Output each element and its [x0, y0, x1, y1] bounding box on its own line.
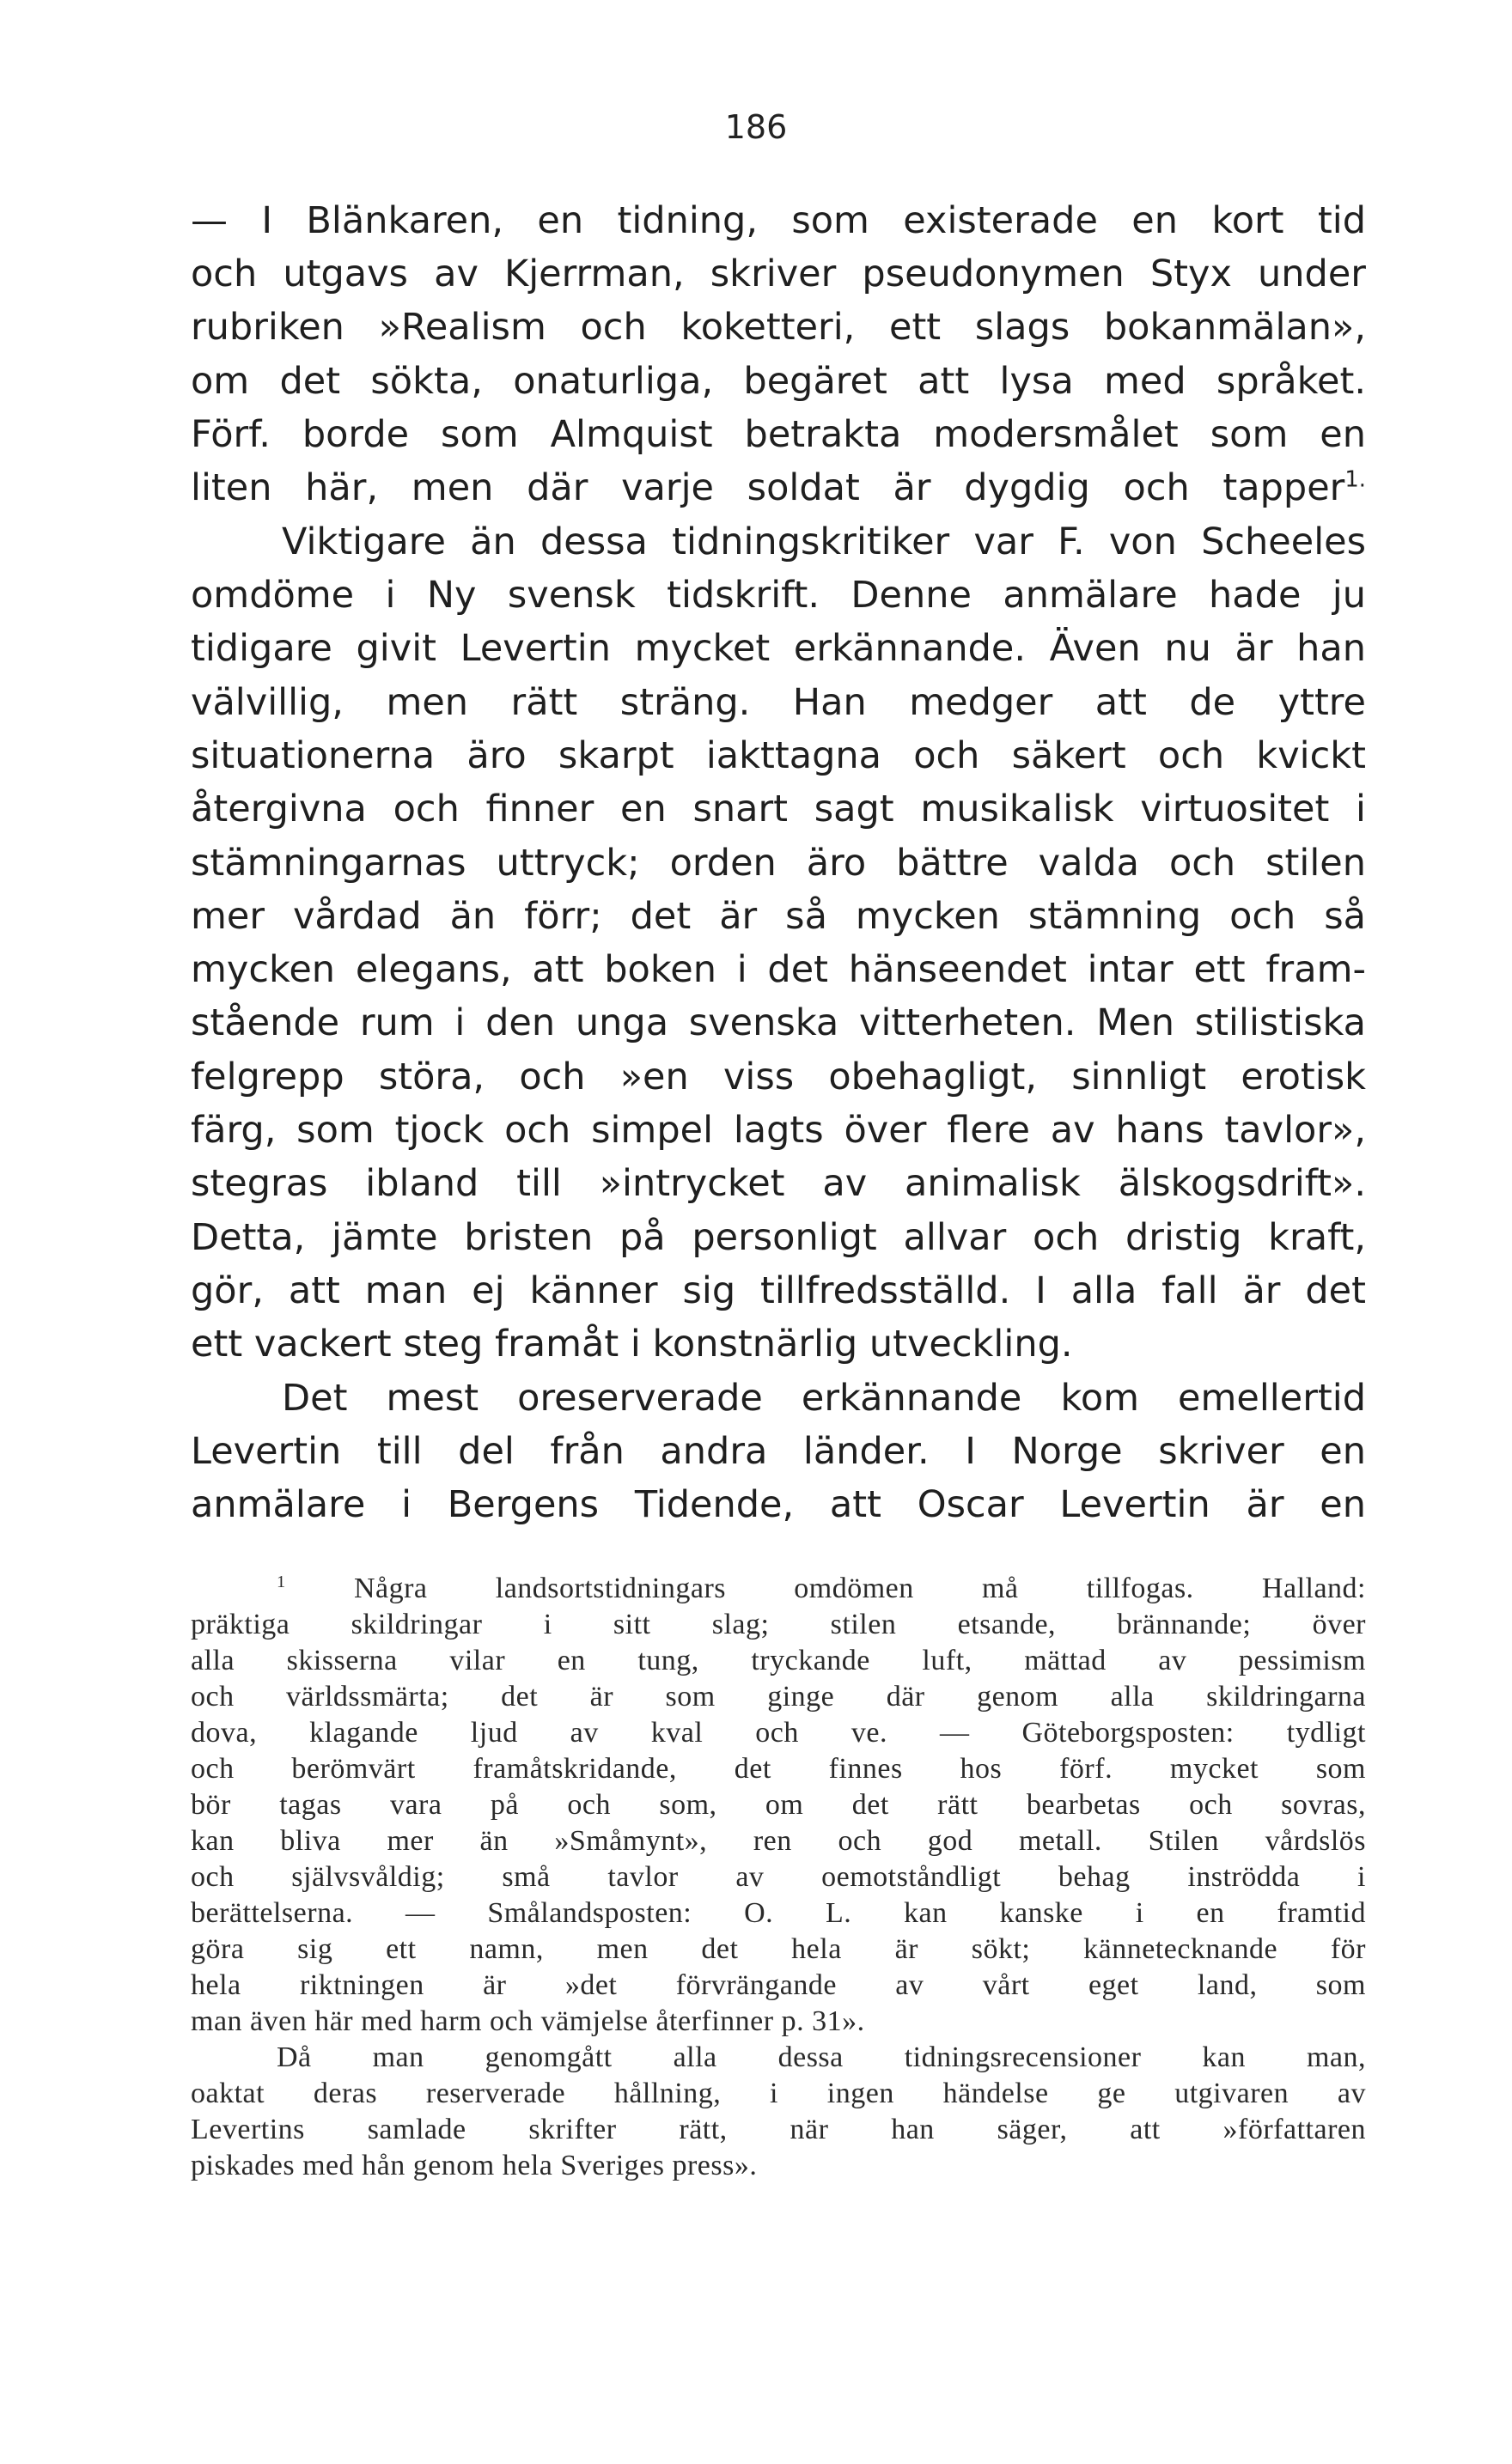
- text-line: om det sökta, onaturliga, begäret att lysa med språket.: [191, 360, 1366, 403]
- footnote-line: berättelserna. — Smålandsposten: O. L. kan kanske i en framtid: [191, 1897, 1366, 1929]
- text-line: anmälare i Bergens Tidende, att Oscar Levertin är en: [191, 1483, 1366, 1526]
- footnote-line: man även här med harm och vämjelse återfinner p. 31».: [191, 2005, 865, 2037]
- footnote-line: och självsvåldig; små tavlor av oemotståndligt behag inströdda i: [191, 1861, 1366, 1893]
- footnote-line: alla skisserna vilar en tung, tryckande luft, mättad av pessimism: [191, 1645, 1366, 1676]
- footnote-line: och berömvärt framåtskridande, det finnes hos förf. mycket som: [191, 1753, 1366, 1785]
- text-line: mycken elegans, att boken i det hänseendet intar ett fram-: [191, 948, 1366, 991]
- text-line: färg, som tjock och simpel lagts över flere av hans tavlor»,: [191, 1109, 1366, 1152]
- text-line: Det mest oreserverade erkännande kom emellertid: [282, 1377, 1366, 1420]
- footnote-line: dova, klagande ljud av kval och ve. — Göteborgsposten: tydligt: [191, 1717, 1366, 1749]
- footnote-line: göra sig ett namn, men det hela är sökt; kännetecknande för: [191, 1933, 1366, 1965]
- text-line-content: liten här, men där varje soldat är dygdig och tapper: [191, 466, 1345, 509]
- footnote-line: hela riktningen är »det förvrängande av vårt eget land, som: [191, 1969, 1366, 2001]
- footnote-line: bör tagas vara på och som, om det rätt bearbetas och sovras,: [191, 1789, 1366, 1821]
- text-line: Levertin till del från andra länder. I Norge skriver en: [191, 1430, 1366, 1473]
- footnote-marker: 1: [277, 1572, 286, 1591]
- text-line: — I Blänkaren, en tidning, som existerade en kort tid: [191, 199, 1366, 242]
- footnote-ref: 1.: [1344, 466, 1366, 493]
- text-line: stegras ibland till »intrycket av animalisk älskogsdrift».: [191, 1162, 1366, 1205]
- text-line: gör, att man ej känner sig tillfredsställd. I alla fall är det: [191, 1269, 1366, 1312]
- text-line: mer vårdad än förr; det är så mycken stämning och så: [191, 895, 1366, 938]
- text-line: välvillig, men rätt sträng. Han medger att de yttre: [191, 681, 1366, 724]
- text-line: återgivna och finner en snart sagt musikalisk virtuositet i: [191, 788, 1366, 830]
- text-line-with-footnote-ref: [191, 461, 1366, 514]
- text-line: rubriken »Realism och koketteri, ett slags bokanmälan»,: [191, 306, 1366, 349]
- text-line: situationerna äro skarpt iakttagna och säkert och kvickt: [191, 734, 1366, 777]
- footnote-line: Levertins samlade skrifter rätt, när han säger, att »författaren: [191, 2114, 1366, 2145]
- page-number: 186: [724, 108, 788, 146]
- text-line: felgrepp störa, och »en viss obehagligt, sinnligt erotisk: [191, 1056, 1366, 1098]
- footnote-line: och världssmärta; det är som ginge där genom alla skildringarna: [191, 1681, 1366, 1713]
- text-line: och utgavs av Kjerrman, skriver pseudonymen Styx under: [191, 252, 1366, 295]
- footnote-line: Då man genomgått alla dessa tidningsrecensioner kan man,: [277, 2041, 1366, 2073]
- footnote-line: oaktat deras reserverade hållning, i ingen händelse ge utgivaren av: [191, 2078, 1366, 2109]
- text-line: omdöme i Ny svensk tidskrift. Denne anmälare hade ju: [191, 574, 1366, 617]
- text-line: stämningarnas uttryck; orden äro bättre valda och stilen: [191, 842, 1366, 885]
- text-line: Förf. borde som Almquist betrakta modersmålet som en: [191, 413, 1366, 456]
- footnote-line: präktiga skildringar i sitt slag; stilen etsande, brännande; över: [191, 1609, 1366, 1640]
- text-line: tidigare givit Levertin mycket erkännande. Även nu är han: [191, 627, 1366, 670]
- text-line: ett vackert steg framåt i konstnärlig utveckling.: [191, 1323, 1073, 1366]
- footnote-line-content: Några landsortstidningars omdömen må tillfogas. Halland:: [353, 1573, 1366, 1604]
- footnote-line: kan bliva mer än »Småmynt», ren och god metall. Stilen vårdslös: [191, 1825, 1366, 1857]
- footnote-line: [277, 1571, 1366, 1607]
- footnote-line: piskades med hån genom hela Sveriges press».: [191, 2150, 758, 2181]
- text-line: Detta, jämte bristen på personligt allvar och dristig kraft,: [191, 1216, 1366, 1259]
- text-line: stående rum i den unga svenska vitterheten. Men stilistiska: [191, 1001, 1366, 1044]
- text-line: Viktigare än dessa tidningskritiker var F. von Scheeles: [282, 520, 1366, 563]
